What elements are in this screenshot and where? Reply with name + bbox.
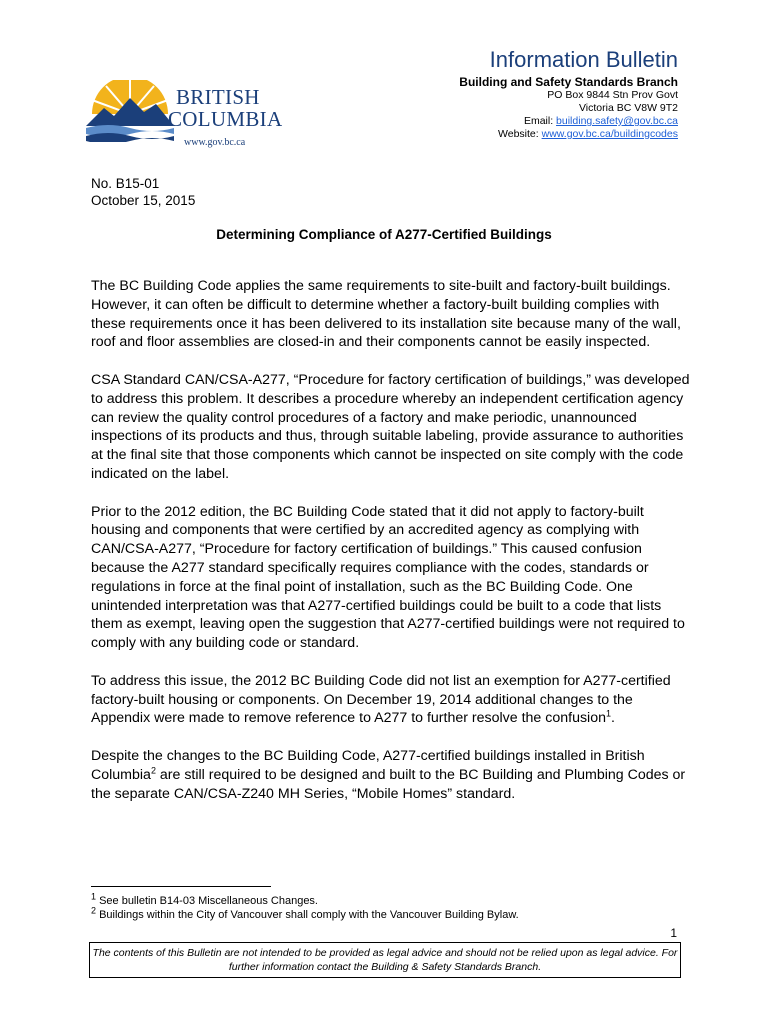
paragraph-3: Prior to the 2012 edition, the BC Building Code stated that it did not apply to factory-built housing and components that were certified by an accredited agency as complying with CAN/CSA-A277, “Procedure for factory certification of buildings.” This caused confusion because the A277 standard specifically requires compliance with the codes, standards or regulations in force at the final point of installation, such as the BC Building Code. One unintended interpretation was that A277-certified buildings could be built to a code that lists them as exempt, leaving open the suggestion that A277-certified buildings were not required to comply with any building code or standard. bbox=[91, 503, 685, 652]
email-line bbox=[459, 115, 678, 128]
paragraph-4-text: To address this issue, the 2012 BC Building Code did not list an exemption for A277-certified factory-built housing or components. On December 19, 2014 additional changes to the Appendix were made to remove reference to A277 to further resolve the confusion bbox=[91, 672, 671, 727]
footnote-text-2: Buildings within the City of Vancouver shall comply with the Vancouver Building Bylaw. bbox=[96, 909, 519, 921]
bulletin-date: October 15, 2015 bbox=[91, 193, 196, 208]
bulletin-number: No. B15-01 bbox=[91, 176, 160, 191]
bulletin-meta bbox=[91, 175, 195, 209]
footnote-ref-2: 2 bbox=[150, 764, 156, 775]
website-label: Website: bbox=[498, 128, 542, 140]
bc-government-logo bbox=[84, 76, 284, 156]
footnote-ref-1: 1 bbox=[606, 708, 612, 719]
sun-mountain-icon bbox=[84, 80, 176, 142]
paragraph-5-text-a: Despite the changes to the BC Building Code, A277-certified buildings installed in British Columbia bbox=[91, 747, 645, 783]
website-link[interactable]: www.gov.bc.ca/buildingcodes bbox=[541, 128, 678, 140]
logo-wordmark-british: BRITISH bbox=[176, 85, 260, 109]
footnote-mark-2: 2 bbox=[91, 905, 97, 916]
address-line-2: Victoria BC V8W 9T2 bbox=[578, 102, 678, 114]
bulletin-header bbox=[459, 46, 678, 141]
paragraph-5 bbox=[91, 747, 691, 803]
footnotes bbox=[91, 891, 519, 922]
legal-disclaimer: The contents of this Bulletin are not intended to be provided as legal advice and should not be relied upon as legal advice. For further information contact the Building & Safety Standards Branch. bbox=[89, 942, 681, 978]
footnote-divider bbox=[91, 886, 271, 887]
address-line-1: PO Box 9844 Stn Prov Govt bbox=[547, 89, 678, 101]
footnote-1 bbox=[91, 891, 519, 908]
email-link[interactable]: building.safety@gov.bc.ca bbox=[556, 115, 678, 127]
branch-name: Building and Safety Standards Branch bbox=[459, 75, 678, 89]
website-line bbox=[459, 128, 678, 141]
footnote-mark-1: 1 bbox=[91, 891, 97, 902]
header-title: Information Bulletin bbox=[489, 47, 678, 72]
paragraph-1: The BC Building Code applies the same requirements to site-built and factory-built buildings. However, it can often be difficult to determine whether a factory-built building complies with these requirements once it has been delivered to its installation site because many of the wall, roof and floor assemblies are closed-in and their components cannot be easily inspected. bbox=[91, 278, 681, 351]
paragraph-2: CSA Standard CAN/CSA-A277, “Procedure for factory certification of buildings,” was developed to address this problem. It describes a procedure whereby an independent certification agency can review the quality control procedures of a factory and make periodic, unannounced inspections of its products and thus, through suitable labeling, provide assurance to authorities at the final site that those components which cannot be inspected on site comply with the code indicated on the label. bbox=[91, 371, 690, 482]
paragraph-5-text-b: are still required to be designed and built to the BC Building and Plumbing Codes or the separate CAN/CSA-Z240 MH Series, “Mobile Homes” standard. bbox=[91, 766, 686, 802]
footnote-text-1: See bulletin B14-03 Miscellaneous Changes. bbox=[96, 895, 318, 907]
email-label: Email: bbox=[523, 115, 557, 127]
paragraph-4 bbox=[91, 672, 691, 728]
logo-url: www.gov.bc.ca bbox=[184, 137, 246, 148]
logo-wordmark-columbia: COLUMBIA bbox=[168, 107, 283, 131]
document-title: Determining Compliance of A277-Certified Buildings bbox=[216, 227, 552, 242]
paragraph-4-end: . bbox=[611, 710, 615, 727]
page-number: 1 bbox=[670, 926, 677, 940]
bulletin-body bbox=[91, 277, 691, 822]
footnote-2 bbox=[91, 905, 519, 922]
